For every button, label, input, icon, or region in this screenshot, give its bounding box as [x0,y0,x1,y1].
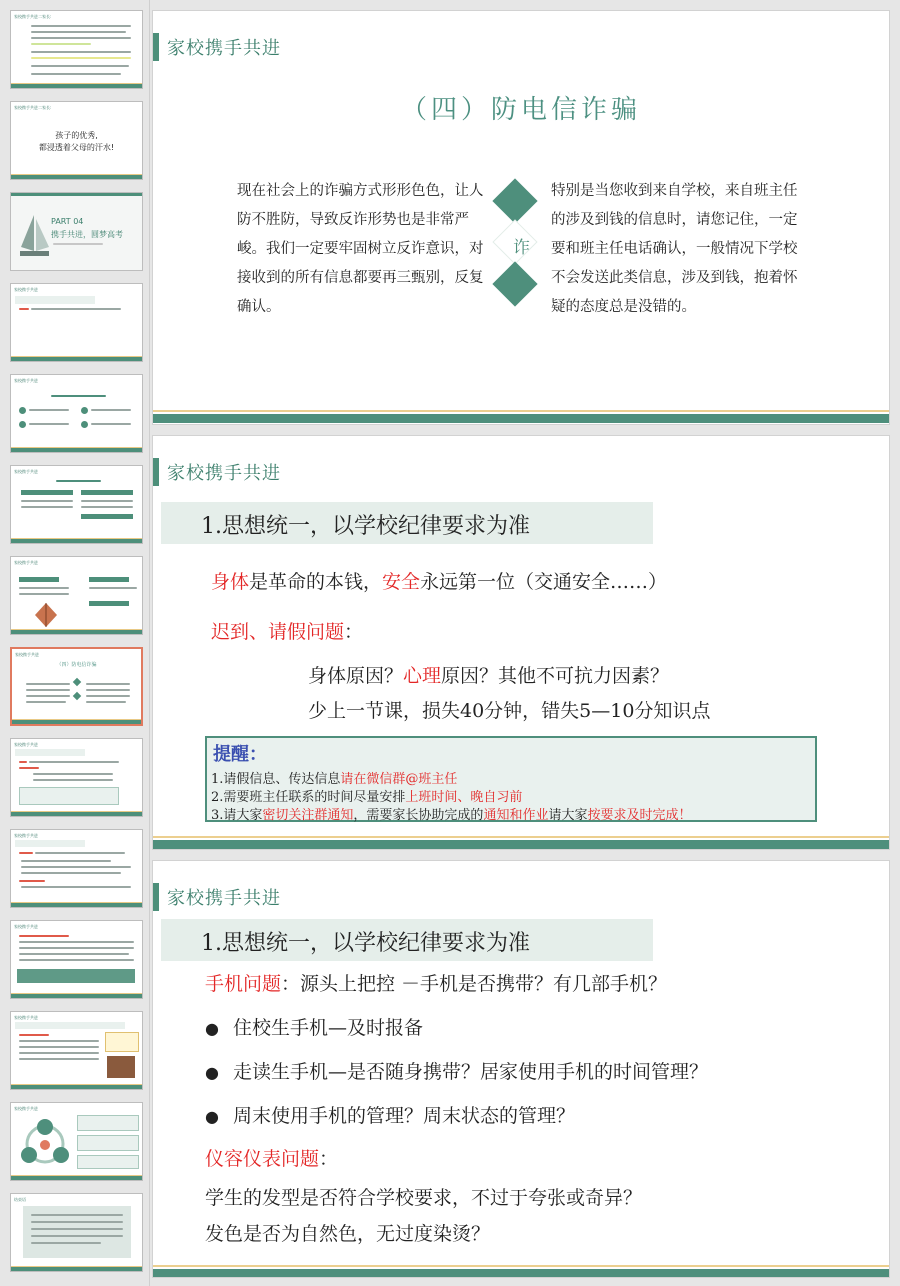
decoration-character: 诈 [513,238,530,258]
bullet-item: ● 走读生手机—是否随身携带？居家使用手机的时间管理？ [205,1057,708,1084]
thumbnail-title: 家校携手共进二家长: [14,105,52,110]
hairstyle-line: 学生的发型是否符合学校要求，不过于夸张或奇异？ [205,1187,643,1209]
slide-anti-fraud[interactable] [152,10,890,425]
slide-header [153,883,281,911]
thumbnail-text: 孩子的优秀, [55,131,98,140]
slide-header [153,458,281,486]
diamond-decoration [492,261,537,306]
thumbnail-title: 家校携手共进 [14,1106,38,1111]
section-banner [161,502,653,544]
slide-thumbnail-10[interactable] [10,829,143,908]
safety-line: 身体是革命的本钱，安全永远第一位（交通安全……） [211,571,668,593]
thumbnail-title: 家校携手共进 [14,287,38,292]
ship-icon [17,213,51,263]
slide-thumbnail-4[interactable] [10,283,143,362]
thumbnail-part: PART 04 [51,217,84,226]
late-leave-line: 迟到、请假问题： [211,621,364,643]
reminder-box [205,736,817,822]
thumbnail-title: 家校携手共进 [14,560,38,565]
slide-thumbnail-1[interactable] [10,10,143,89]
slide-phone-appearance[interactable] [152,860,890,1278]
slide-header [153,33,281,61]
slide-thumbnail-14[interactable] [10,1193,143,1272]
banner-text: 1.思想统一，以学校纪律要求为准 [201,931,530,956]
slide-thumbnail-9[interactable] [10,738,143,817]
thumbnail-text: 都浸透着父母的汗水! [38,143,115,152]
reminder-line-1: 1.请假信息、传达信息请在微信群@班主任 [211,772,458,787]
thumbnail-title: 家校携手共进 [14,1015,38,1020]
slide-thumbnail-3[interactable] [10,192,143,271]
loss-line: 少上一节课，损失40分钟，错失5—10分知识点 [308,700,711,722]
slide-thumbnail-13[interactable] [10,1102,143,1181]
thumbnail-title: 家校携手共进 [14,924,38,929]
thumbnail-title: 结束语 [14,1197,26,1202]
slide-thumbnail-12[interactable] [10,1011,143,1090]
section-banner [161,919,653,961]
body-text-left: 现在社会上的诈骗方式形形色色，让人防不胜防，导致反诈形势也是非常严峻。我们一定要牢固树立反诈意识，对接收到的所有信息都要再三甄别，反复确认。 [237,183,484,315]
banner-text: 1.思想统一，以学校纪律要求为准 [201,514,530,539]
slide-thumbnail-7[interactable] [10,556,143,635]
thumbnail-title: 家校携手共进 [14,742,38,747]
header-title: 家校携手共进 [167,888,281,909]
header-title: 家校携手共进 [167,38,281,59]
phone-line: 手机问题：源头上把控 －手机是否携带？有几部手机？ [205,973,668,995]
slide-thumbnail-8-selected[interactable] [10,647,143,726]
slide-title: （四）防电信诈骗 [400,95,641,125]
body-text-right: 特别是当您收到来自学校，来自班主任的涉及到钱的信息时，请您记住，一定要和班主任电话确认，一般情况下学校不会发送此类信息，涉及到钱，抱着怀疑的态度总是没错的。 [551,183,798,315]
thumbnail-title: 家校携手共进 [15,652,39,657]
slide-thumbnail-6[interactable] [10,465,143,544]
thumbnail-title: 家校携手共进 [14,378,38,383]
cycle-diagram-icon [17,1117,73,1171]
slide-thumbnail-2[interactable] [10,101,143,180]
slide-thumbnail-5[interactable] [10,374,143,453]
thumbnail-title: 家校携手共进 [14,833,38,838]
reminder-title: 提醒： [213,744,267,765]
slide-discipline-safety[interactable] [152,435,890,850]
thumbnail-subtitle: 携手共进，圆梦高考 [51,230,123,239]
reminder-line-3: 3.请大家密切关注群通知，需要家长协助完成的通知和作业请大家按要求及时完成！ [211,808,692,823]
appearance-line: 仪容仪表问题： [205,1148,339,1170]
reminder-line-2: 2.需要班主任联系的时间尽量安排上班时间、晚自习前 [211,790,523,805]
bullet-item: ● 周末使用手机的管理？周末状态的管理？ [205,1101,575,1128]
bullet-item: ● 住校生手机—及时报备 [205,1013,423,1040]
kite-icon [33,601,59,629]
thumbnail-title: 家校携手共进二家长: [14,14,52,19]
thumbnail-heading: （四）防电信诈骗 [56,662,97,668]
slide-thumbnail-11[interactable] [10,920,143,999]
slide-thumbnail-panel[interactable] [0,0,150,1286]
reasons-line: 身体原因？心理原因？其他不可抗力因素？ [308,665,670,687]
haircolor-line: 发色是否为自然色，无过度染烫？ [205,1223,491,1245]
header-title: 家校携手共进 [167,463,281,484]
thumbnail-title: 家校携手共进 [14,469,38,474]
diamond-decoration [492,178,537,223]
